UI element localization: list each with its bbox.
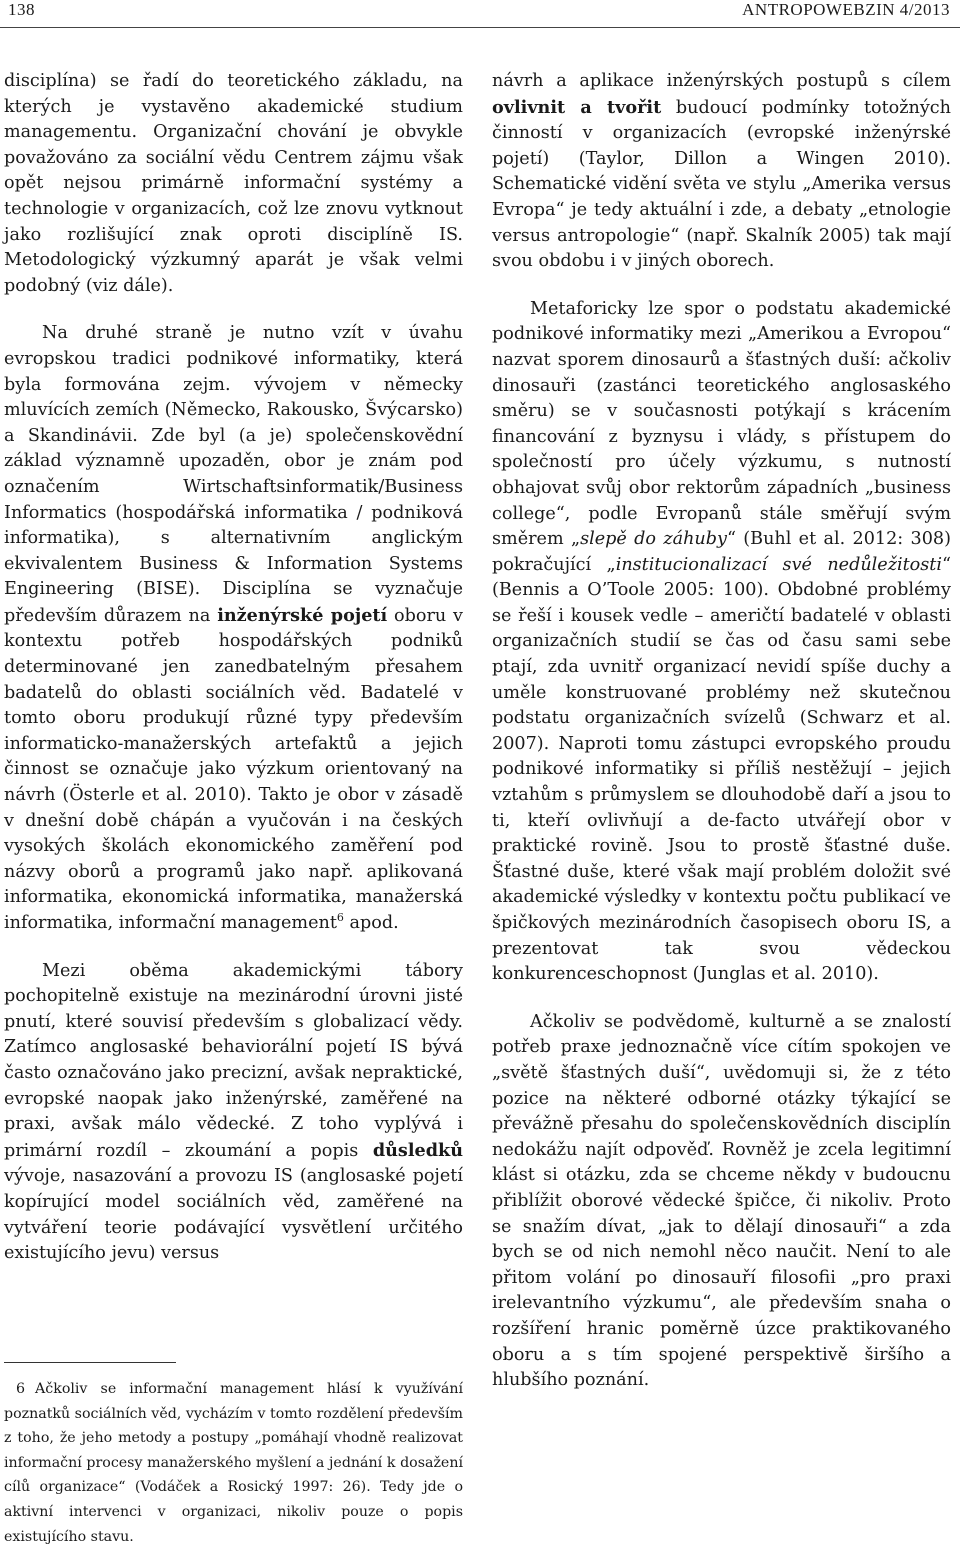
footnote [4, 1377, 463, 1549]
right-column [492, 69, 951, 1394]
italic-quote: institucionalizací své nedůležitosti [615, 554, 942, 575]
emphasis: důsledků [372, 1139, 463, 1161]
footnote-rule [4, 1362, 176, 1363]
footnote-text: Ačkoliv se informační management hlásí k využívání poznatků sociálních věd, vycházím v tomto rozdělení především z toho, že jeho metody a postupy „pomáhají vhodně realizovat informační procesy manažerského myšlení a jednání k dosažení cílů organizace“ (Vodáček a Rosický 1997: 26). Tedy jde o aktivní intervenci v organizaci, nikoliv pouze o popis existujícího stavu. [4, 1381, 463, 1545]
footnote-ref[interactable]: 6 [336, 911, 344, 925]
left-column [4, 69, 463, 1267]
journal-title: ANTROPOWEBZIN 4/2013 [742, 0, 950, 19]
emphasis: ovlivnit a tvořit [492, 96, 662, 118]
page-header [0, 0, 960, 26]
italic-quote: slepě do záhuby [580, 529, 727, 550]
paragraph: disciplína) se řadí do teoretického základu, na kterých je vystavěno akademické studium managementu. Organizační chování je obvykle považováno za sociální vědu Centrem zájmu však opět nejsou primárně informační systémy a technologie v organizacích, což lze znovu vytknout jako rozlišující znak oproti disciplíně IS. Metodologický výzkumný aparát je však velmi podobný (viz dále). [4, 71, 463, 296]
paragraph: Metaforicky lze spor o podstatu akademické podnikové informatiky mezi „Amerikou a Evropou“ nazvat sporem dinosaurů a šťastných duší: ačkoliv dinosauři (zastánci teoretického anglosaského směru) se v současnosti potýkají s krácením financování z byznysu i vlády, s přístupem do společností pro účely výzkumu, s nutností obhajovat svůj obor rektorům západních „business college“, podle Evropanů stále směřují svým směrem „slepě do záhuby“ (Buhl et al. 2012: 308) pokračující „institucionalizací své nedůležitosti“ (Bennis a O’Toole 2005: 100). Obdobné problémy se řeší i kousek vedle – američtí badatelé v oblasti organizačních studií se čas od času sami sebe ptají, zda uvnitř organizací nevidí spíše duchy a uměle konstruované problémy než skutečnou podstatu organizačních svízelů (Schwarz et al. 2007). Naproti tomu zástupci evropského proudu podnikové informatiky si příliš nestěžují – jejich vztahům s průmyslem se dlouhodobě daří a jsou to ti, kteří ovlivňují a de-facto utvářejí obor v praktické rovině. Jsou to prostě šťastné duše. Šťastné duše, které však mají problém doložit své akademické výsledky v kontextu počtu publikací ve špičkových mezinárodních časopisech oboru IS, a prezentovat tak svou vědeckou konkurenceschopnost (Junglas et al. 2010). [492, 298, 951, 985]
paragraph: Na druhé straně je nutno vzít v úvahu evropskou tradici podnikové informatiky, která byla formována zejm. vývojem v německy mluvících zemích (Německo, Rakousko, Švýcarsko) a Skandinávii. Zde byl (a je) společenskovědní základ významně upozaděn, obor je znám pod označením Wirtschaftsinformatik/Business Informatics (hospodářská informatika / podniková informatika), s alternativním anglickým ekvivalentem Business & Information Systems Engineering (BISE). Disciplína se vyznačuje především důrazem na inženýrské pojetí oboru v kontextu potřeb hospodářských podniků determinované jen zanedbatelným přesahem badatelů do oblasti sociálních věd. Badatelé v tomto oboru produkují různé typy především informaticko-manažerských artefaktů a jejich činnost se označuje jako výzkum orientovaný na návrh (Österle et al. 2010). Takto je obor v zásadě v dnešní době chápán a vyučován i na českých vysokých školách ekonomického zaměření pod názvy oborů a programů jako např. aplikovaná informatika, ekonomická informatika, manažerská informatika, informační management$^6$ apod. [4, 323, 463, 933]
paragraph: Ačkoliv se podvědomě, kulturně a se znalostí potřeb praxe jednoznačně více cítím spokojen ve „světě šťastných duší“, uvědomuji si, že z této pozice na některé odborné otázky týkající se převážně přesahu do společenskovědních disciplín nedokážu najít odpověď. Rovněž je zcela legitimní klást si otázku, zda se chceme někdy v budoucnu přiblížit oborové vědecké špičce, či nikoliv. Proto se snažím dívat, „jak to dělají dinosauři“ a zda bych se od nich nemohl něco naučit. Není to ale přitom volání po dinosauří filosofii „pro praxi irelevantního výzkumu“, ale především snaha o rozšíření hranic poměrně úzce praktikovaného oboru a s tím spojené perspektivě širšího a hlubšího poznání. [492, 1011, 951, 1391]
header-rule [0, 27, 960, 28]
paragraph: Mezi oběma akademickými tábory pochopitelně existuje na mezinárodní úrovni jisté pnutí, které souvisí především s globalizací vědy. Zatímco anglosaské behaviorální pojetí IS bývá často označováno jako precizní, avšak nepraktické, evropské naopak jako inženýrské, zaměřené na praxi, avšak málo vědecké. Z toho vyplývá i primární rozdíl – zkoumání a popis důsledků vývoje, nasazování a provozu IS (anglosaské pojetí kopírující model sociálních věd, zaměřené na vytváření teorie podávající vysvětlení určitého existujícího jevu) versus [4, 960, 463, 1264]
footnote-number: 6 [16, 1381, 26, 1397]
emphasis: inženýrské pojetí [217, 604, 388, 626]
page-number: 138 [8, 0, 35, 19]
paragraph: návrh a aplikace inženýrských postupů s cílem ovlivnit a tvořit budoucí podmínky totožných činností v organizacích (evropské inženýrské pojetí) (Taylor, Dillon a Wingen 2010). Schematické vidění světa ve stylu „Amerika versus Evropa“ je tedy aktuální i zde, a debaty „etnologie versus antropologie“ (např. Skalník 2005) tak mají svou obdobu i v jiných oborech. [492, 71, 951, 272]
